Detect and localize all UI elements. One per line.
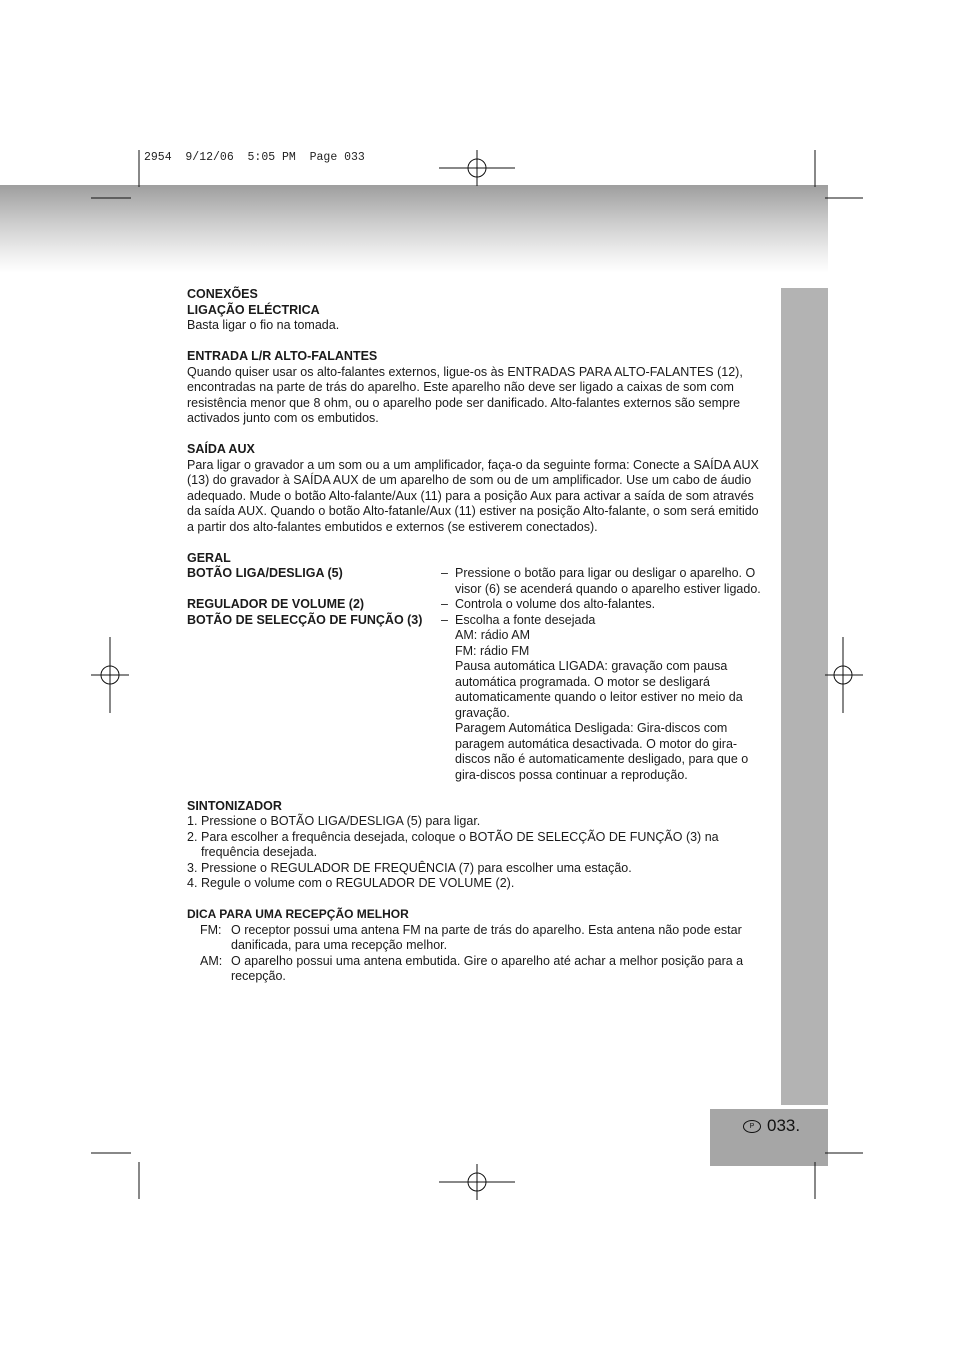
dash: – (441, 597, 448, 611)
list-text: Regule o volume com o REGULADOR DE VOLUME (2). (201, 876, 515, 890)
list-number: 4. (187, 876, 198, 890)
list-item (187, 830, 769, 861)
list-number: 1. (187, 814, 198, 828)
control-desc: Controla o volume dos alto-falantes. (455, 597, 656, 611)
tip-key: AM: (200, 953, 223, 968)
list-item (187, 861, 769, 877)
function-autostop: Paragem Automática Desligada: Gira-discos com paragem automática desactivada. O motor do gira-discos não é automaticamente desligado, para que o gira-discos possa continuar a reprodução. (455, 721, 749, 782)
function-autopause: Pausa automática LIGADA: gravação com pausa automática programada. O motor se desligará automaticamente quando o leitor estiver no meio da gravação. (455, 659, 743, 720)
control-label: BOTÃO DE SELECÇÃO DE FUNÇÃO (3) (187, 612, 423, 627)
section-title-saida-aux: SAÍDA AUX (187, 442, 255, 456)
tip-key: FM: (200, 922, 222, 937)
control-desc (455, 613, 769, 784)
function-fm: FM: rádio FM (455, 643, 530, 658)
dash: – (441, 566, 448, 580)
section-title-sintonizador: SINTONIZADOR (187, 798, 282, 813)
control-label: REGULADOR DE VOLUME (2) (187, 597, 365, 611)
list-text: Para escolher a frequência desejada, coloque o BOTÃO DE SELECÇÃO DE FUNÇÃO (3) na frequência desejada. (201, 829, 719, 859)
language-badge: P (743, 1120, 761, 1133)
geral-row-power (187, 566, 769, 597)
page-number-text: 033. (767, 1116, 801, 1135)
dash: – (441, 612, 448, 627)
list-item (187, 814, 769, 830)
function-am: AM: rádio AM (455, 628, 531, 642)
list-item (187, 876, 769, 892)
geral-row-function (187, 613, 769, 784)
list-number: 3. (187, 860, 198, 875)
list-number: 2. (187, 829, 198, 844)
tip-text: O receptor possui uma antena FM na parte de trás do aparelho. Esta antena não pode estar danificada, para uma recepção melhor. (231, 922, 742, 952)
control-label: BOTÃO LIGA/DESLIGA (5) (187, 566, 343, 580)
subsection-ligacao-electrica: LIGAÇÃO ELÉCTRICA (187, 302, 320, 317)
conexoes-text: Basta ligar o fio na tomada. (187, 318, 340, 332)
section-title-entrada: ENTRADA L/R ALTO-FALANTES (187, 349, 378, 363)
tip-text: O aparelho possui uma antena embutida. Gire o aparelho até achar a melhor posição para a recepção. (231, 953, 744, 983)
entrada-text: Quando quiser usar os alto-falantes externos, ligue-os às ENTRADAS PARA ALTO-FALANTES (12), encontradas na parte de trás do aparelho. Este aparelho não deve ser ligado a caixas de som com resistência menor que 8 ohm, ou o aparelho pode ser danificado. Alto-falantes externos são sempre activados junto com os embutidos. (187, 364, 743, 425)
control-desc: Pressione o botão para ligar ou desligar o aparelho. O visor (6) se acenderá quando o aparelho estiver ligado. (455, 566, 761, 596)
list-text: Pressione o BOTÃO LIGA/DESLIGA (5) para ligar. (201, 814, 481, 828)
function-intro: Escolha a fonte desejada (455, 612, 596, 627)
tip-am (200, 954, 769, 985)
list-text: Pressione o REGULADOR DE FREQUÊNCIA (7) para escolher uma estação. (201, 860, 632, 875)
tip-fm (200, 923, 769, 954)
main-content (187, 287, 769, 985)
print-slug: 2954 9/12/06 5:05 PM Page 033 (144, 151, 365, 164)
section-title-geral: GERAL (187, 550, 231, 565)
geral-row-volume (187, 597, 769, 613)
section-title-conexoes: CONEXÕES (187, 287, 258, 301)
tip-title: DICA PARA UMA RECEPÇÃO MELHOR (187, 907, 409, 921)
saida-aux-text: Para ligar o gravador a um som ou a um amplificador, faça-o da seguinte forma: Conecte a SAÍDA AUX (13) do gravador à SAÍDA AUX de um aparelho de som ou de um amplificador. Use um cabo de áudio adequado. Mude o botão Alto-falante/Aux (11) para a posição Aux para activar a saída de som através da saída AUX. Quando o botão Alto-fatanle/Aux (11) estiver na posição Alto-falante, o som será emitido a partir dos alto-falantes embutidos e externos (se estiverem conectados). (187, 457, 759, 534)
